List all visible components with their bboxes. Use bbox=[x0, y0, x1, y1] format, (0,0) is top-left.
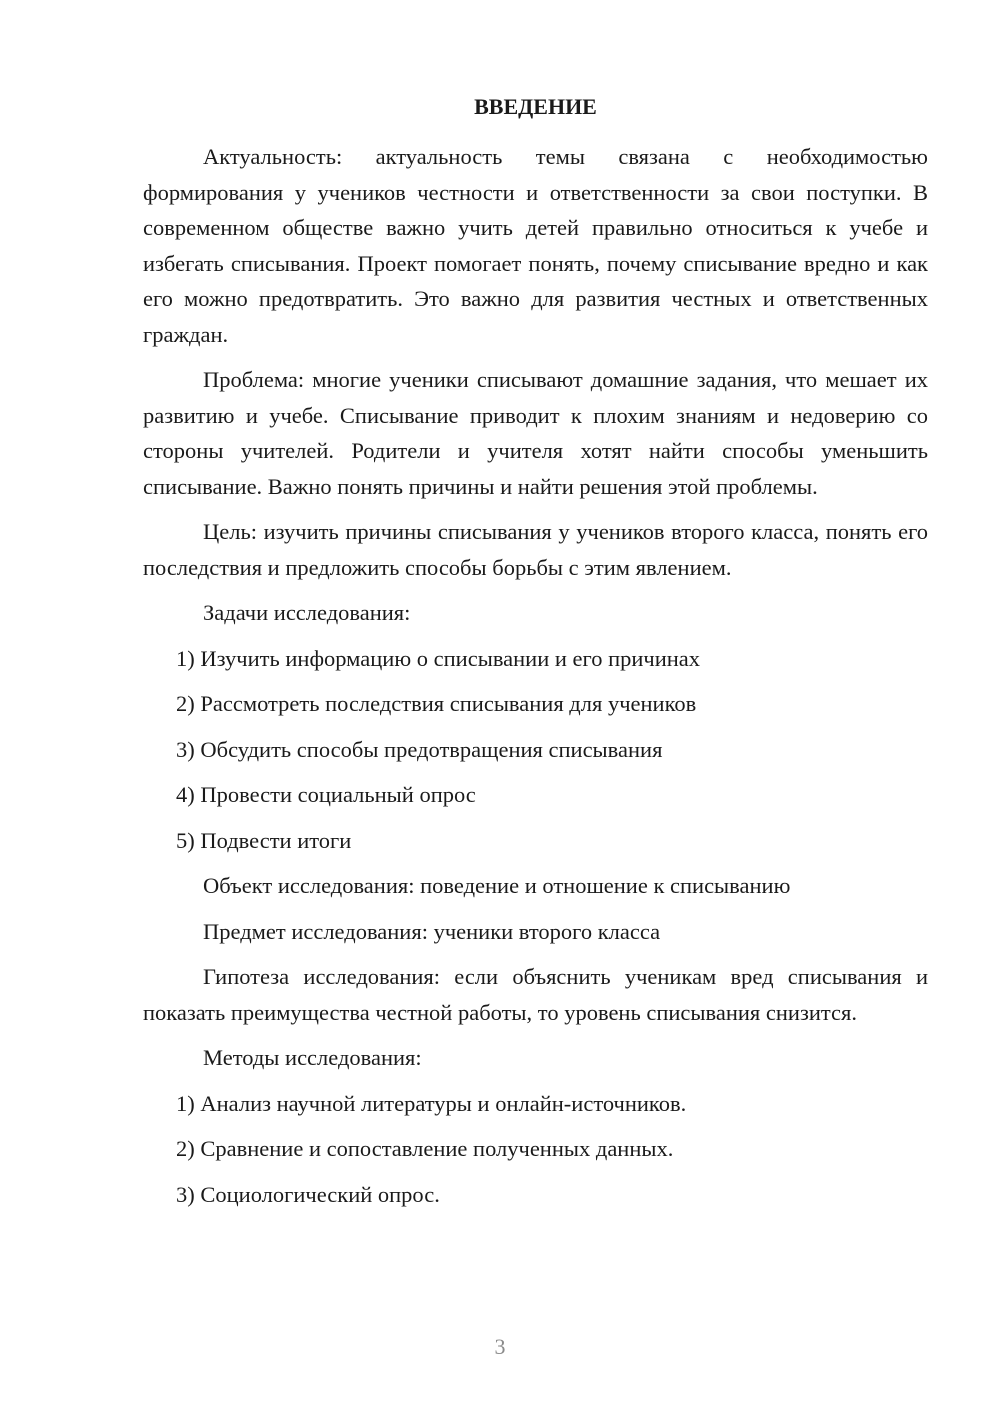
task-item: 3) Обсудить способы предотвращения списывания bbox=[176, 736, 663, 762]
page-number: 3 bbox=[494, 1334, 506, 1359]
task-item: 1) Изучить информацию о списывании и его причинах bbox=[176, 645, 701, 671]
method-item: 2) Сравнение и сопоставление полученных данных. bbox=[176, 1136, 674, 1161]
relevance-paragraph: Актуальность: актуальность темы связана с необходимостью формирования у учеников честности и ответственности за свои поступки. В современном обществе важно учить детей правильно относиться к учебе и избегать списывания. Проект помогает понять, почему списывание вредно и как его можно предотвратить. Это важно для развития честных и ответственных граждан. bbox=[143, 144, 928, 347]
method-item: 1) Анализ научной литературы и онлайн-источников. bbox=[176, 1090, 687, 1116]
methods-heading: Методы исследования: bbox=[203, 1045, 422, 1070]
task-item: 4) Провести социальный опрос bbox=[176, 782, 476, 807]
research-subject: Предмет исследования: ученики второго класса bbox=[203, 918, 661, 944]
task-item: 5) Подвести итоги bbox=[176, 827, 352, 853]
problem-paragraph: Проблема: многие ученики списывают домашние задания, что мешает их развитию и учебе. Списывание приводит к плохим знаниям и недоверию со стороны учителей. Родители и учителя хотят найти способы уменьшить списывание. Важно понять причины и найти решения этой проблемы. bbox=[143, 367, 928, 499]
method-item: 3) Социологический опрос. bbox=[176, 1181, 440, 1207]
research-object: Объект исследования: поведение и отношение к списыванию bbox=[203, 873, 791, 898]
goal-paragraph: Цель: изучить причины списывания у учеников второго класса, понять его последствия и предложить способы борьбы с этим явлением. bbox=[143, 519, 928, 580]
document-page bbox=[143, 93, 928, 1222]
hypothesis-paragraph: Гипотеза исследования: если объяснить ученикам вред списывания и показать преимущества честной работы, то уровень списывания снизится. bbox=[143, 964, 928, 1025]
tasks-heading: Задачи исследования: bbox=[203, 600, 411, 625]
section-heading: ВВЕДЕНИЕ bbox=[474, 94, 597, 119]
task-item: 2) Рассмотреть последствия списывания для учеников bbox=[176, 691, 697, 716]
